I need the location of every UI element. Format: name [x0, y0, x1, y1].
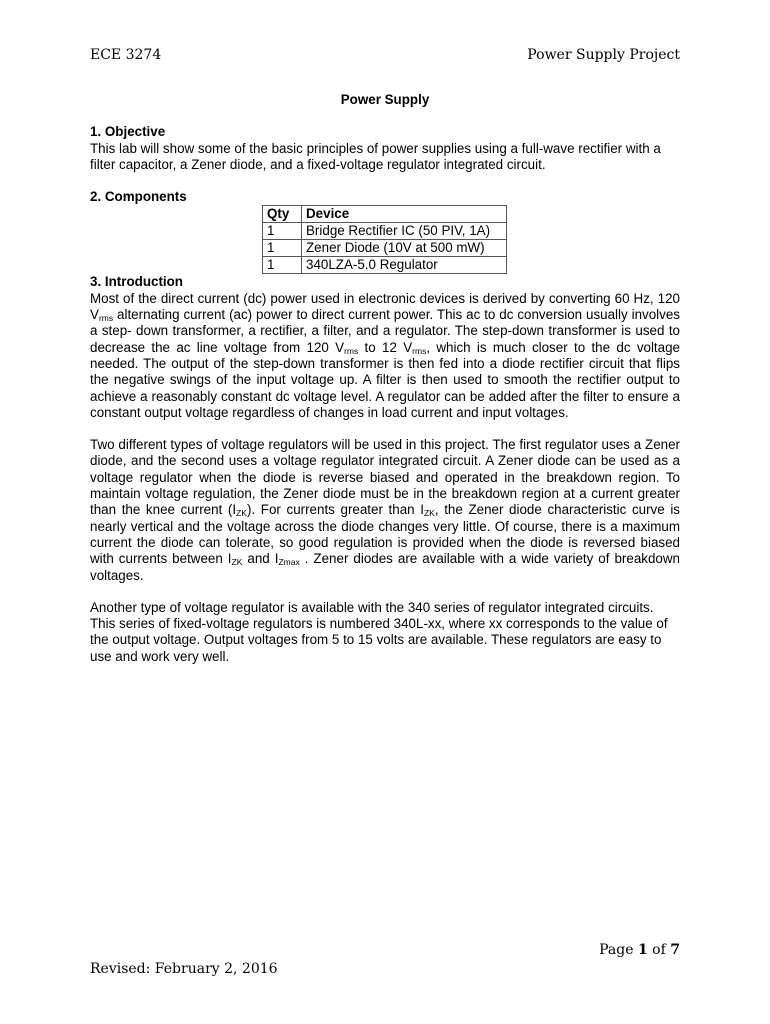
page-label: Page [599, 942, 634, 958]
intro-paragraph-2 [90, 437, 680, 584]
intro-paragraph-1 [90, 291, 680, 421]
intro-p1-text-c: to 12 V [358, 339, 413, 355]
total-pages: 7 [670, 942, 680, 958]
rms-subscript: rms [412, 345, 427, 356]
intro-p1-text-b: alternating current (ac) power to direct current power. This ac to dc conversion usually involves a step- down transformer, a rectifier, a filter, and a regulator. The step-down transformer is used to decrease the ac line voltage from 120 V [90, 307, 680, 355]
zk-subscript: ZK [236, 508, 247, 519]
rms-subscript: rms [98, 313, 114, 324]
qty-cell: 1 [263, 257, 302, 274]
device-column-header: Device [302, 206, 507, 223]
zk-subscript: ZK [231, 557, 243, 568]
page-content [90, 92, 680, 665]
intro-p1-text-a: Most of the direct current (dc) power used in electronic devices is derived by converting 60 Hz, 120 V [90, 290, 680, 323]
header-course: ECE 3274 [90, 47, 162, 63]
device-cell: Bridge Rectifier IC (50 PIV, 1A) [302, 223, 507, 240]
qty-cell: 1 [263, 223, 302, 240]
zk-subscript: ZK [423, 508, 435, 519]
rms-subscript: rms [344, 345, 359, 356]
components-heading: 2. Components [90, 189, 187, 205]
revision-date: Revised: February 2, 2016 [90, 961, 278, 977]
objective-heading: 1. Objective [90, 124, 166, 140]
intro-p1-text-d: , which is much closer to the dc voltage needed. The output of the step-down transformer is then fed into a diode rectifier circuit that flips the negative swings of the input voltage up. A filter is then used to smooth the rectifier output to achieve a reasonably constant dc voltage level. A regulator can be added after the filter to ensure a constant output voltage regardless of changes in load current and input voltages. [90, 339, 680, 420]
table-row [263, 257, 507, 274]
qty-column-header: Qty [263, 206, 302, 223]
intro-paragraph-3: Another type of voltage regulator is available with the 340 series of regulator integrated circuits. This series of fixed-voltage regulators is numbered 340L-xx, where xx corresponds to the value of the output voltage. Output voltages from 5 to 15 volts are available. These regulators are easy to use and work very well. [90, 599, 668, 664]
table-row [263, 240, 507, 257]
intro-p2-text-e: . Zener diodes are available with a wide variety of breakdown voltages. [90, 551, 680, 583]
introduction-heading: 3. Introduction [90, 274, 183, 290]
table-row [263, 223, 507, 240]
intro-p2-text-d: and I [242, 551, 279, 567]
section-spacer [90, 173, 680, 189]
intro-p2-text-c: , the Zener diode characteristic curve is nearly vertical and the voltage across the diode changes very little. Of course, there is a maximum current the diode can tolerate, so good regulation is provided when the diode is reversed biased with currents between I [90, 502, 680, 567]
qty-cell: 1 [263, 240, 302, 257]
intro-p2-text-b: ). For currents greater than I [246, 502, 424, 518]
components-table [262, 205, 507, 274]
table-header-row [263, 206, 507, 223]
page-number [599, 942, 680, 958]
header-project: Power Supply Project [527, 47, 680, 63]
objective-text: This lab will show some of the basic principles of power supplies using a full-wave rectifier with a filter capacitor, a Zener diode, and a fixed-voltage regulator integrated circuit. [90, 140, 661, 172]
device-cell: 340LZA-5.0 Regulator [302, 257, 507, 274]
zmax-subscript: Zmax [278, 557, 300, 568]
of-label: of [652, 942, 666, 958]
intro-p2-text-a: Two different types of voltage regulators will be used in this project. The first regulator uses a Zener diode, and the second uses a voltage regulator integrated circuit. A Zener diode can be used as a voltage regulator when the diode is reverse biased and operated in the breakdown region. To maintain voltage regulation, the Zener diode must be in the breakdown region at a current greater than the knee current (I [90, 437, 680, 518]
device-cell: Zener Diode (10V at 500 mW) [302, 240, 507, 257]
page-title: Power Supply [340, 92, 430, 107]
paragraph-spacer [90, 421, 680, 437]
paragraph-spacer [90, 584, 680, 600]
current-page: 1 [637, 942, 648, 958]
